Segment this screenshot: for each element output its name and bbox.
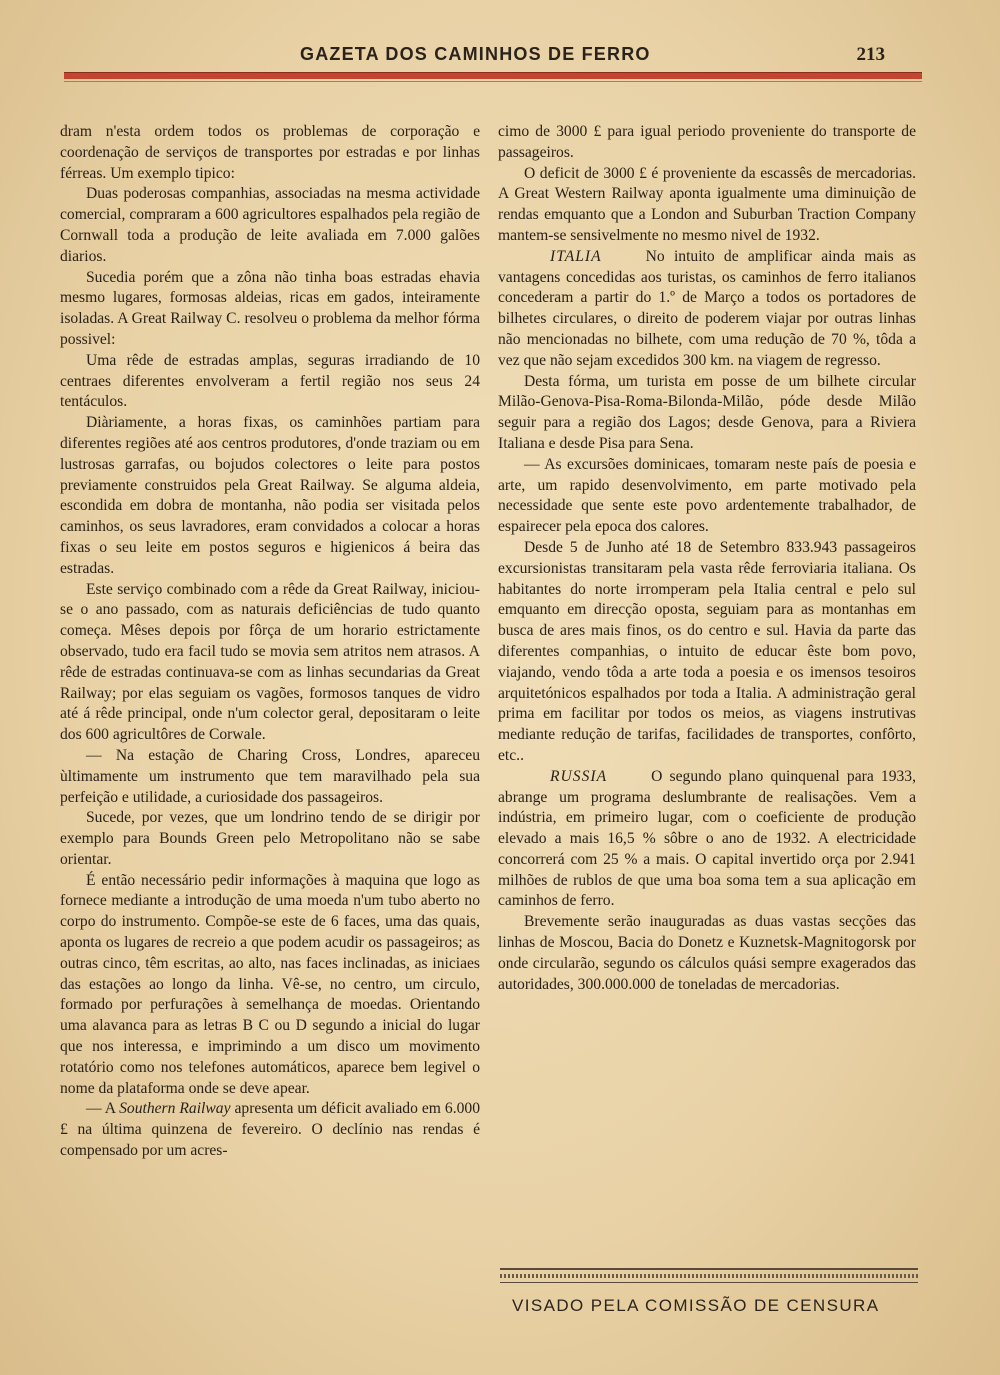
article-paragraph: É então necessário pedir informações à maquina que logo as fornece mediante a introdução de uma moeda n'um tubo aberto no corpo do instrumento. Compõe-se este de 6 faces, uma das quais, aponta os lugares de recreio a que podem acudir os passageiros; as outras cinco, têm escritas, ao alto, nas faces inclinadas, as iniciaes das estações ao longo da linha. Vê-se, no centro, um circulo, formado por perfurações à semelhança de moedas. Orientando uma alavanca para as letras B C ou D segundo a inicial do lugar que nos interessa, e imprimindo a um disco um movimento rotatório como nos telefones automáticos, aparece bem legivel o nome da plataforma onde se deve apear. [60, 871, 480, 1097]
article-paragraph: Desde 5 de Junho até 18 de Setembro 833.943 passageiros excursionistas transitaram pela vasta rêde ferroviaria italiana. Os habitantes do norte irromperam pela Italia central e pelo sul emquanto em direcção oposta, seguiam para as montanhas em busca de ares mais finos, os do centro e sul. Havia da parte das diferentes companhias, o intuito de educar êste bom povo, viajando, vendo tôda a arte toda a poesia e os imensos tesoiros arquitetónicos espalhados por toda a Italia. A administração geral prima em facilitar por todos os meios, as viagens instrutivas mediante redução de tarifas, facilidades de transportes, confôrto, etc.. [498, 538, 916, 764]
article-paragraph: O deficit de 3000 £ é proveniente da escassês de mercadorias. A Great Western Railway aponta igualmente uma diminuição de rendas emquanto que a London and Suburban Traction Company mantem-se sensivelmente no mesmo nivel de 1932. [498, 164, 916, 244]
southern-railway-paragraph [60, 1099, 480, 1161]
italia-first-text: No intuito de amplificar ainda mais as vantagens concedidas aos turistas, os caminhos de ferro italianos concederam a partir do 1.º de Março a todos os portadores de bilhetes circulares, o direito de poderem viajar por outras linhas não mencionadas no bilhete, com uma redução de 70 %, tôda a vez que não sejam excedidos 300 km. na viagem de regresso. [498, 247, 916, 369]
left-column [60, 122, 480, 1162]
article-paragraph: Diàriamente, a horas fixas, os caminhões partiam para diferentes regiões até aos centros produtores, d'onde traziam ou em lustrosas garrafas, ou bojudos colectores o leite para postos previamente construidos pela Great Railway. Se alguma aldeia, escondida em dobra de montanha, não podia ser visitada pelos caminhos, os seus lavradores, eram convidados a colocar a horas fixas o seu leite em postos seguros e higienicos á beira das estradas. [60, 414, 480, 577]
southern-lead: — A [86, 1100, 120, 1118]
italia-section-first [498, 247, 916, 372]
page-number: 213 [856, 44, 885, 65]
article-paragraph: Este serviço combinado com a rêde da Great Railway, iniciou-se o ano passado, com as naturais deficiências de tudo quanto começa. Mêses depois por fôrça de um horario estrictamente observado, tudo era facil tudo se movia sem atritos nem atrasos. A rêde de estradas continuava-se com as linhas secundarias da Great Railway; por elas seguiam os vagões, formosos tanques de vidro até á rêde principal, onde n'um colector geral, depositaram o leite dos 600 agricultôres de Corwale. [60, 580, 480, 744]
article-paragraph: Desta fórma, um turista em posse de um bilhete circular Milão-Genova-Pisa-Roma-Bilonda-Milão, póde desde Milão seguir para a região dos Lagos; desde Genova, para a Riviera Italiana e desde Pisa para Sena. [498, 372, 916, 452]
footer-dotted-rule [500, 1274, 918, 1278]
article-paragraph: Sucede, por vezes, que um londrino tendo de se dirigir por exemplo para Bounds Green pelo Metropolitano não se sabe orientar. [60, 809, 480, 868]
article-paragraph: Sucedia porém que a zôna não tinha boas estradas ehavia mesmo lugares, formosas aldeias, ricas em gados, inteiramente isoladas. A Great Railway C. resolveu o problema da melhor fórma possivel: [60, 268, 480, 348]
article-paragraph: cimo de 3000 £ para igual periodo proveniente do transporte de passageiros. [498, 123, 916, 161]
article-paragraph: — As excursões dominicaes, tomaram neste país de poesia e arte, um rapido desenvolvimento, em parte motivado pela necessidade que sente este povo ardentemente trabalhador, de espairecer pela epoca dos calores. [498, 455, 916, 536]
header-red-rule [64, 72, 922, 79]
russia-section-first [498, 767, 916, 913]
russia-first-text: O segundo plano quinquenal para 1933, abrange um programa deslumbrante de realisações. Vem a indústria, em primeiro lugar, com o coeficiente de produção elevado a mais 16,5 % sôbre o ano de 1932. A electricidade concorrerá com 25 % a mais. O capital invertido orça por 2.941 milhões de rublos de que uma boa soma tem a sua aplicação em caminhos de ferro. [498, 767, 916, 910]
right-column [498, 122, 916, 995]
article-paragraph: Uma rêde de estradas amplas, seguras irradiando de 10 centraes diferentes envolveram a fertil região nos seus 24 tentáculos. [60, 351, 480, 411]
censorship-notice: VISADO PELA COMISSÃO DE CENSURA [512, 1296, 880, 1315]
footer-rule [500, 1282, 918, 1283]
article-paragraph: — Na estação de Charing Cross, Londres, apareceu ùltimamente um instrumento que tem maravilhado pela sua perfeição e utilidade, a curiosidade dos passageiros. [60, 746, 480, 806]
southern-rest: apresenta um déficit avaliado em 6.000 £ na última quinzena de fevereiro. O declínio nas rendas é compensado por um acres- [60, 1100, 481, 1160]
italia-heading: ITALIA [550, 247, 602, 265]
publication-title: GAZETA DOS CAMINHOS DE FERRO [300, 44, 651, 64]
article-paragraph: Duas poderosas companhias, associadas na mesma actividade comercial, compraram a 600 agricultores espalhados pela região de Cornwall toda a produção de leite avaliada em 7.000 galões diarios. [60, 185, 480, 265]
article-paragraph: dram n'esta ordem todos os problemas de corporação e coordenação de serviços de transportes por estradas e por linhas férreas. Um exemplo tipico: [60, 123, 480, 182]
russia-heading: RUSSIA [550, 767, 608, 785]
footer-rule [500, 1268, 918, 1270]
header-thin-rule [64, 81, 922, 82]
southern-railway-name: Southern Railway [119, 1100, 231, 1118]
page-header [60, 38, 925, 74]
article-paragraph: Brevemente serão inauguradas as duas vastas secções das linhas de Moscou, Bacia do Donetz e Kuznetsk-Magnitogorsk por onde circularão, segundo os cálculos quási sempre exagerados das autoridades, 300.000.000 de toneladas de mercadorias. [498, 913, 916, 993]
